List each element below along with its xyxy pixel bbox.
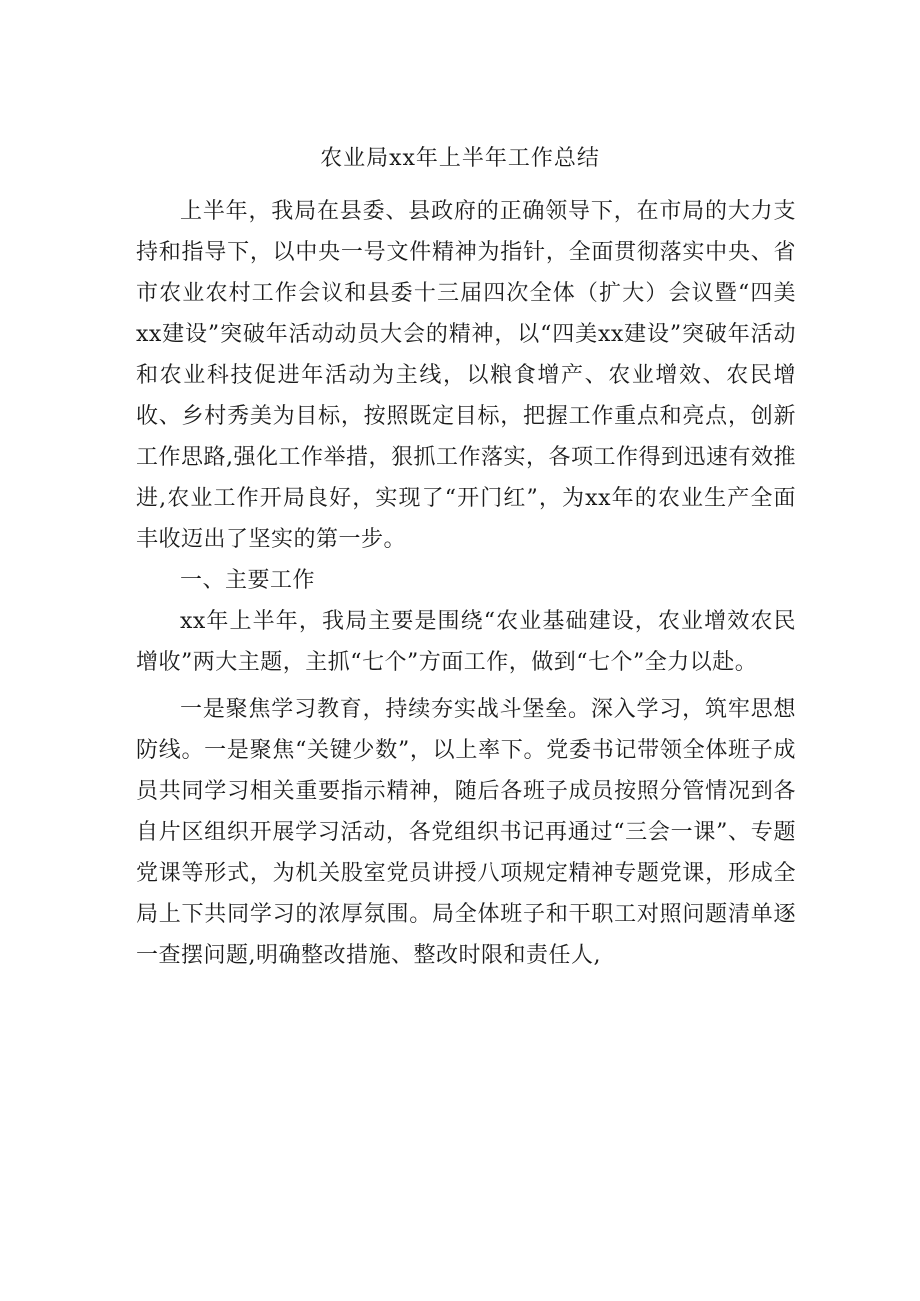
paragraph-intro: 上半年，我局在县委、县政府的正确领导下，在市局的大力支持和指导下，以中央一号文件精神为指针，全面贯彻落实中央、省市农业农村工作会议和县委十三届四次全体（扩大）会议暨“四美xx建设”突破年活动动员大会的精神，以“四美xx建设”突破年活动和农业科技促进年活动为主线，以粮食增产、农业增效、农民增收、乡村秀美为目标，按照既定目标，把握工作重点和亮点，创新工作思路,强化工作举措，狠抓工作落实，各项工作得到迅速有效推进,农业工作开局良好，实现了“开门红”，为xx年的农业生产全面丰收迈出了坚实的第一步。 bbox=[136, 199, 796, 552]
document-title: 农业局xx年上半年工作总结 bbox=[320, 146, 600, 171]
section-heading-main-work: 一、主要工作 bbox=[180, 568, 316, 593]
paragraph-study-education: 一是聚焦学习教育，持续夯实战斗堡垒。深入学习，筑牢思想防线。一是聚焦“关键少数”，以上率下。党委书记带领全体班子成员共同学习相关重要指示精神，随后各班子成员按照分管情况到各自片区组织开展学习活动，各党组织书记再通过“三会一课”、专题党课等形式，为机关股室党员讲授八项规定精神专题党课，形成全局上下共同学习的浓厚氛围。局全体班子和干职工对照问题清单逐一查摆问题,明确整改措施、整改时限和责任人, bbox=[136, 697, 796, 968]
paragraph-overview: xx年上半年，我局主要是围绕“农业基础建设，农业增效农民增收”两大主题，主抓“七个”方面工作，做到“七个”全力以赴。 bbox=[136, 609, 796, 675]
document-body bbox=[136, 191, 796, 976]
